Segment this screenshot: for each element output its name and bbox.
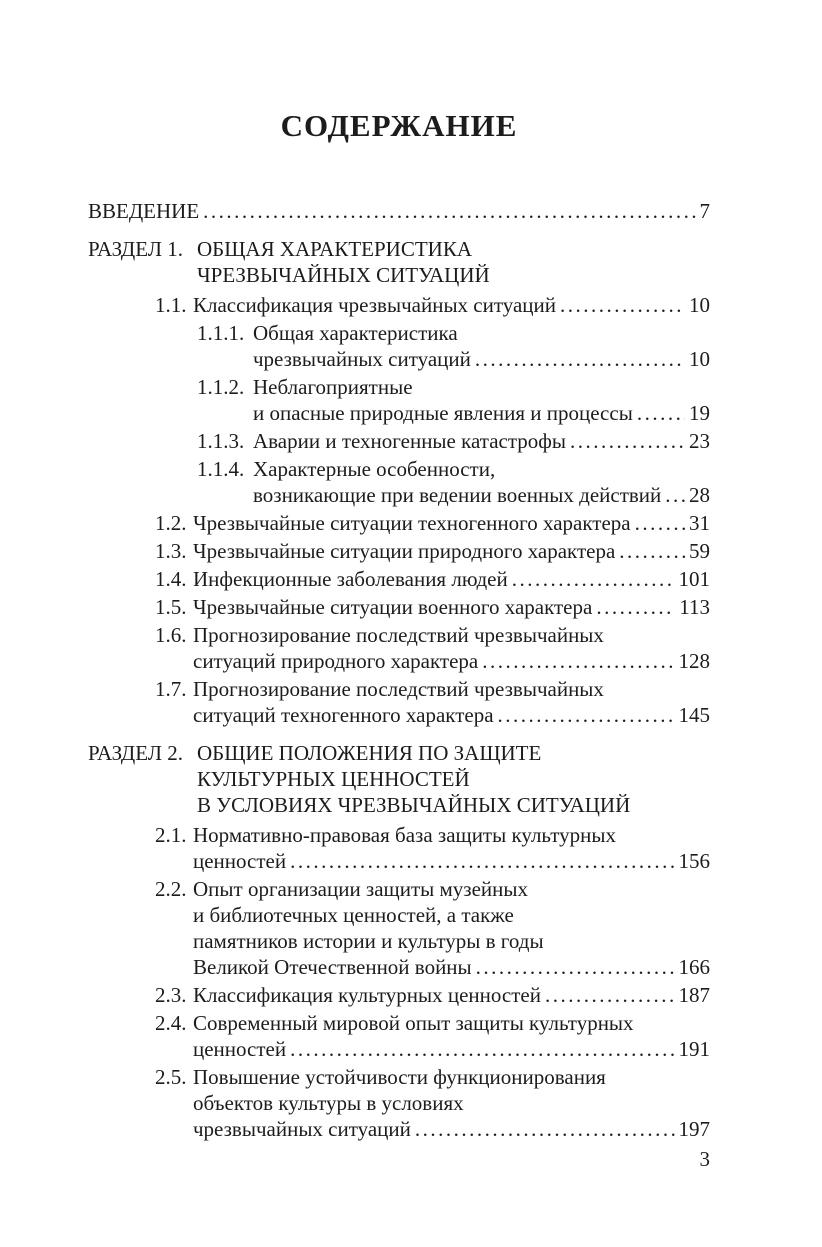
toc-entry-number: 1.1.2.: [197, 375, 245, 399]
toc-entry-page: 23: [689, 429, 710, 453]
toc-entry-title: Классификация культурных ценностей: [193, 983, 541, 1007]
dot-leader: [290, 1036, 674, 1062]
toc-section-header: [88, 236, 710, 288]
toc-entry-number: 2.1.: [155, 823, 187, 847]
toc-entry-page: 113: [679, 595, 710, 619]
toc-entry-title: Чрезвычайные ситуации техногенного характера: [193, 511, 631, 535]
toc-entry-page: 156: [678, 849, 710, 873]
toc-entry-page: 128: [678, 649, 710, 673]
toc-entry: [88, 538, 710, 564]
page-title: СОДЕРЖАНИЕ: [280, 108, 518, 143]
toc-entry: [88, 982, 710, 1008]
toc-section-number: РАЗДЕЛ 2.: [88, 741, 183, 765]
toc-entry-number: 1.6.: [155, 623, 187, 647]
toc-entry-number: 2.2.: [155, 877, 187, 901]
toc-entry-title: Прогнозирование последствий чрезвычайных: [193, 623, 604, 647]
toc-entry-title: Аварии и техногенные катастрофы: [253, 429, 567, 453]
dot-leader: [635, 510, 685, 536]
toc-section-header: [88, 740, 710, 818]
toc-entry-page: 19: [689, 401, 710, 425]
toc-entry-title: и опасные природные явления и процессы: [253, 401, 633, 425]
toc-entry-page: 28: [689, 483, 710, 507]
toc-entry-title: Чрезвычайные ситуации военного характера: [193, 595, 593, 619]
toc-entry-title: возникающие при ведении военных действий: [253, 483, 662, 507]
dot-leader: [290, 848, 674, 874]
toc-entry-page: 166: [678, 955, 710, 979]
toc-entry: [88, 374, 710, 426]
dot-leader: [482, 648, 674, 674]
toc-entry-title: Опыт организации защиты музейных: [193, 877, 528, 901]
toc-section-title: ОБЩИЕ ПОЛОЖЕНИЯ ПО ЗАЩИТЕ: [197, 741, 542, 765]
toc-entry-page: 7: [699, 199, 710, 223]
toc-entry-title: ситуаций техногенного характера: [193, 703, 494, 727]
dot-leader: [560, 292, 685, 318]
toc-entry-number: 2.3.: [155, 983, 187, 1007]
toc-entry-page: 31: [689, 511, 710, 535]
toc-entry: [88, 594, 710, 620]
toc-entry: [88, 1010, 710, 1062]
dot-leader: [203, 198, 695, 224]
toc-entry-number: 2.4.: [155, 1011, 187, 1035]
toc-entry-title: Повышение устойчивости функционирования: [193, 1065, 606, 1089]
toc-entry-title: ситуаций природного характера: [193, 649, 479, 673]
toc-entry-title: Великой Отечественной войны: [193, 955, 472, 979]
toc-entry-title: Общая характеристика: [253, 321, 458, 345]
dot-leader: [475, 346, 685, 372]
toc-entry-title: ценностей: [193, 1037, 287, 1061]
toc-entry-number: 2.5.: [155, 1065, 187, 1089]
toc-entry: [88, 566, 710, 592]
toc-entry-title: Чрезвычайные ситуации природного характера: [193, 539, 616, 563]
toc-entry: [88, 456, 710, 508]
toc-entry-title: чрезвычайных ситуаций: [253, 347, 471, 371]
toc-entry-introduction: [88, 198, 710, 224]
toc-entry-title: объектов культуры в условиях: [193, 1091, 464, 1115]
page-number-folio: 3: [699, 1147, 710, 1171]
table-of-contents: [88, 198, 710, 1142]
dot-leader: [476, 954, 675, 980]
toc-entry-title: Классификация чрезвычайных ситуаций: [193, 293, 557, 317]
toc-entry-title: памятников истории и культуры в годы: [193, 929, 544, 953]
dot-leader: [619, 538, 685, 564]
toc-entry-number: 1.3.: [155, 539, 187, 563]
toc-entry-page: 197: [678, 1117, 710, 1141]
toc-entry-title: Неблагоприятные: [253, 375, 413, 399]
toc-entry: [88, 822, 710, 874]
toc-entry-page: 10: [689, 293, 710, 317]
toc-entry-page: 191: [678, 1037, 710, 1061]
toc-entry-number: 1.1.4.: [197, 457, 245, 481]
toc-entry-title: чрезвычайных ситуаций: [193, 1117, 411, 1141]
toc-section-title: ОБЩАЯ ХАРАКТЕРИСТИКА: [197, 237, 472, 261]
toc-entry-page: 10: [689, 347, 710, 371]
toc-entry-number: 1.7.: [155, 677, 187, 701]
toc-entry-title: ВВЕДЕНИЕ: [88, 199, 200, 223]
toc-entry: [88, 676, 710, 728]
toc-entry-page: 101: [678, 567, 710, 591]
dot-leader: [545, 982, 675, 1008]
dot-leader: [596, 594, 675, 620]
toc-entry: [88, 622, 710, 674]
toc-section-title: В УСЛОВИЯХ ЧРЕЗВЫЧАЙНЫХ СИТУАЦИЙ: [197, 793, 631, 817]
toc-entry: [88, 1064, 710, 1142]
toc-entry-title: и библиотечных ценностей, а также: [193, 903, 514, 927]
dot-leader: [498, 702, 675, 728]
toc-section-number: РАЗДЕЛ 1.: [88, 237, 183, 261]
toc-entry-number: 1.4.: [155, 567, 187, 591]
dot-leader: [637, 400, 685, 426]
toc-entry-page: 187: [678, 983, 710, 1007]
toc-entry-number: 1.1.1.: [197, 321, 245, 345]
toc-entry-number: 1.1.: [155, 293, 187, 317]
toc-entry-number: 1.5.: [155, 595, 187, 619]
dot-leader: [570, 428, 685, 454]
toc-entry-page: 145: [678, 703, 710, 727]
toc-entry-title: Характерные особенности,: [253, 457, 496, 481]
dot-leader: [665, 482, 685, 508]
toc-entry-title: ценностей: [193, 849, 287, 873]
dot-leader: [415, 1116, 675, 1142]
toc-entry-title: Прогнозирование последствий чрезвычайных: [193, 677, 604, 701]
toc-section-title: ЧРЕЗВЫЧАЙНЫХ СИТУАЦИЙ: [197, 263, 490, 287]
toc-entry-page: 59: [689, 539, 710, 563]
toc-entry-number: 1.2.: [155, 511, 187, 535]
toc-entry: [88, 876, 710, 980]
toc-entry: [88, 320, 710, 372]
dot-leader: [512, 566, 675, 592]
toc-entry-title: Современный мировой опыт защиты культурных: [193, 1011, 634, 1035]
toc-entry-number: 1.1.3.: [197, 429, 245, 453]
toc-entry-title: Нормативно-правовая база защиты культурных: [193, 823, 616, 847]
toc-entry: [88, 292, 710, 318]
toc-entry-title: Инфекционные заболевания людей: [193, 567, 508, 591]
toc-entry: [88, 428, 710, 454]
toc-section-title: КУЛЬТУРНЫХ ЦЕННОСТЕЙ: [197, 767, 470, 791]
toc-entry: [88, 510, 710, 536]
